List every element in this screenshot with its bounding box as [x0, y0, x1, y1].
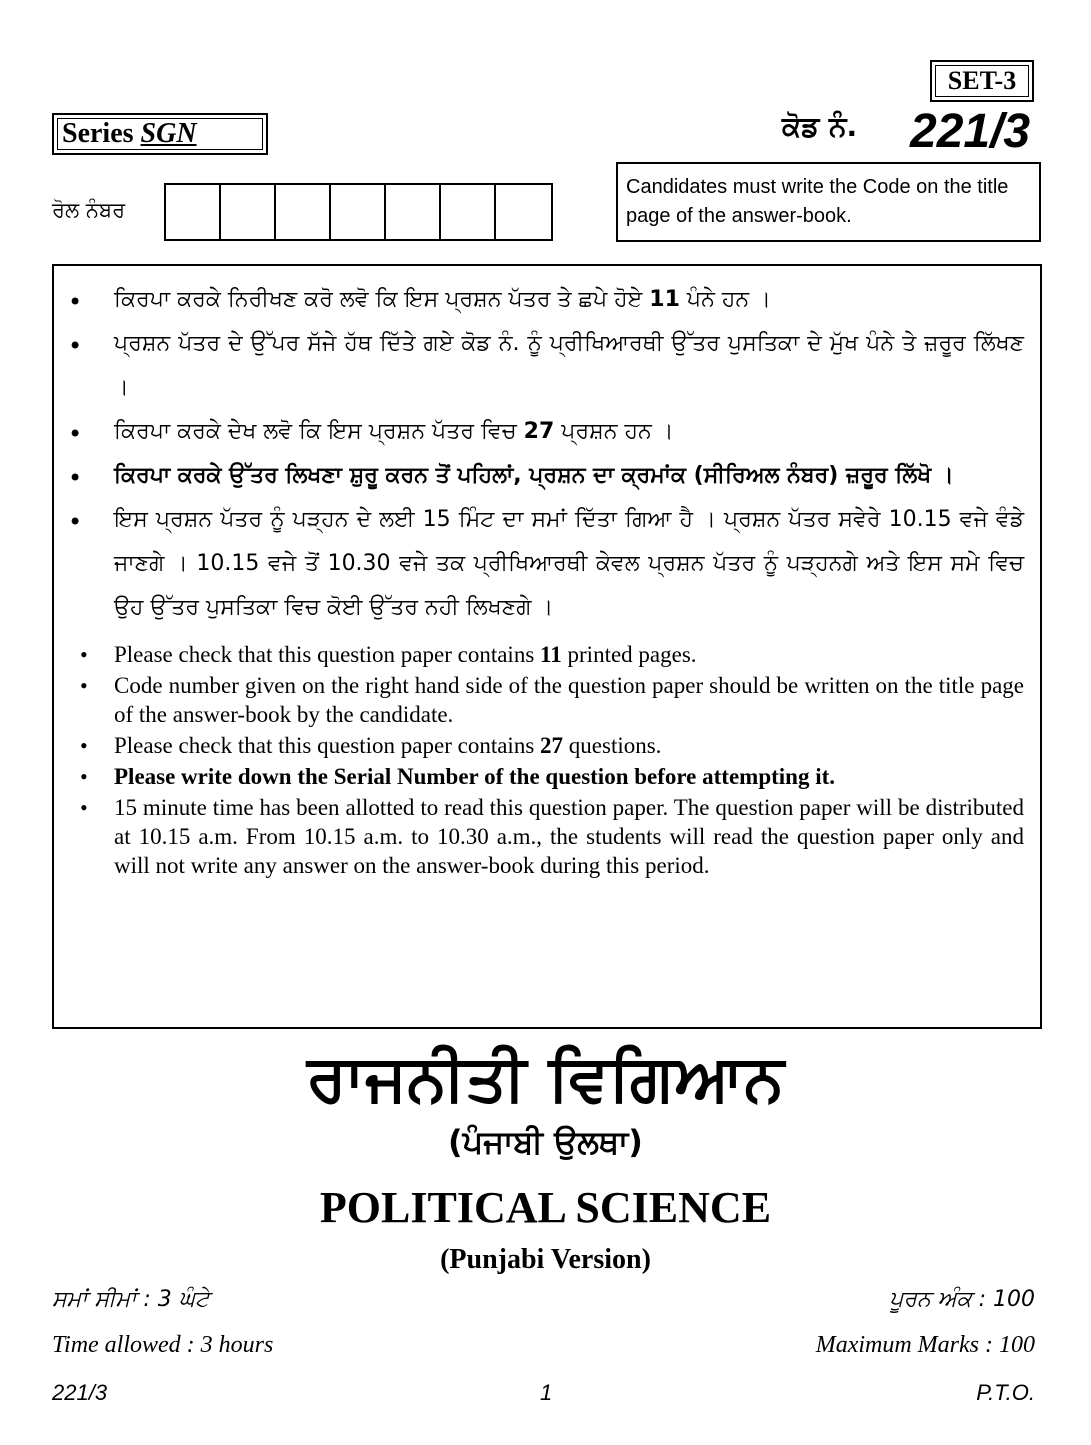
instruction-text: ਕਿਰਪਾ ਕਰਕੇ ਦੇਖ ਲਵੋ ਕਿ ਇਸ ਪ੍ਰਸ਼ਨ ਪੱਤਰ ਵਿਚ: [114, 419, 524, 444]
subject-subtitle-english: (Punjabi Version): [440, 1244, 651, 1275]
instruction-text: ਪ੍ਰਸ਼ਨ ਪੱਤਰ ਦੇ ਉੱਪਰ ਸੱਜੇ ਹੱਥ ਦਿੱਤੇ ਗਏ ਕੋਡ ਨੰ. ਨੂੰ ਪ੍ਰੀਖਿਆਰਥੀ ਉੱਤਰ ਪੁਸਤਿਕਾ ਦੇ ਮੁੱਖ ਪੰਨੇ ਤੇ ਜ਼ਰੂਰ ਲਿੱਖਣ ।: [114, 331, 1024, 400]
roll-number-cell[interactable]: [276, 185, 331, 239]
instruction-text: 11: [540, 642, 562, 667]
instruction-item: [54, 731, 1024, 760]
series-box: [52, 113, 268, 155]
roll-number-cell[interactable]: [441, 185, 496, 239]
instructions-box: [52, 264, 1042, 1029]
instruction-text: Please write down the Serial Number of the question before attempting it.: [114, 764, 836, 789]
instruction-text: 11: [649, 287, 680, 312]
instruction-item: [54, 640, 1024, 669]
instruction-item: [54, 410, 1024, 454]
instruction-text: 15 minute time has been allotted to read this question paper. The question paper will be distributed at 10.15 a.m. From 10.15 a.m. to 10.30 a.m., the students will read the question paper only and will not write any answer on the answer-book during this period.: [114, 795, 1024, 878]
page-number: 1: [540, 1380, 553, 1405]
max-marks-english: Maximum Marks : 100: [815, 1332, 1035, 1358]
instruction-item: [54, 454, 1024, 498]
subject-subtitle-punjabi: (ਪੰਜਾਬੀ ਉਲਥਾ): [448, 1123, 643, 1161]
candidate-note: Candidates must write the Code on the title page of the answer-book.: [616, 162, 1041, 242]
series-code: SGN: [140, 118, 197, 149]
roll-number-grid[interactable]: [164, 183, 553, 241]
set-number-box: [930, 60, 1034, 102]
instruction-item: [54, 671, 1024, 729]
roll-number-cell[interactable]: [221, 185, 276, 239]
instruction-text: Please check that this question paper contains: [114, 642, 541, 667]
instruction-text: Please check that this question paper contains: [114, 733, 541, 758]
instruction-text: 27: [540, 733, 564, 758]
footer-pto: P.T.O.: [976, 1380, 1035, 1405]
code-value: 221/3: [910, 105, 1031, 158]
instruction-text: ਕਿਰਪਾ ਕਰਕੇ ਉੱਤਰ ਲਿਖਣਾ ਸ਼ੁਰੂ ਕਰਨ ਤੋਂ ਪਹਿਲਾਂ, ਪ੍ਰਸ਼ਨ ਦਾ ਕ੍ਰਮਾਂਕ (ਸੀਰਿਅਲ ਨੰਬਰ) ਜ਼ਰੂਰ ਲਿੱਖੋ ।: [114, 463, 954, 488]
instruction-item: [54, 322, 1024, 410]
instruction-text: ਇਸ ਪ੍ਰਸ਼ਨ ਪੱਤਰ ਨੂੰ ਪੜ੍ਹਨ ਦੇ ਲਈ 15 ਮਿੰਟ ਦਾ ਸਮਾਂ ਦਿੱਤਾ ਗਿਆ ਹੈ । ਪ੍ਰਸ਼ਨ ਪੱਤਰ ਸਵੇਰੇ 10.15 ਵਜੇ ਵੰਡੇ ਜਾਣਗੇ । 10.15 ਵਜੇ ਤੋਂ 10.30 ਵਜੇ ਤਕ ਪ੍ਰੀਖਿਆਰਥੀ ਕੇਵਲ ਪ੍ਰਸ਼ਨ ਪੱਤਰ ਨੂੰ ਪੜ੍ਹਨਗੇ ਅਤੇ ਇਸ ਸਮੇ ਵਿਚ ਉਹ ਉੱਤਰ ਪੁਸਤਿਕਾ ਵਿਚ ਕੋਈ ਉੱਤਰ ਨਹੀ ਲਿਖਣਗੇ ।: [114, 507, 1024, 620]
instructions-english: [54, 630, 1040, 880]
instruction-text: ਕਿਰਪਾ ਕਰਕੇ ਨਿਰੀਖਣ ਕਰੋ ਲਵੋ ਕਿ ਇਸ ਪ੍ਰਸ਼ਨ ਪੱਤਰ ਤੇ ਛਪੇ ਹੋਏ: [114, 287, 650, 312]
roll-number-cell[interactable]: [166, 185, 221, 239]
footer-code: 221/3: [52, 1380, 108, 1405]
instruction-text: printed pages.: [561, 642, 697, 667]
set-number: SET-3: [947, 66, 1017, 95]
roll-number-label: ਰੋਲ ਨੰਬਰ: [52, 198, 126, 222]
instructions-punjabi: [54, 266, 1040, 630]
series-prefix: Series: [62, 118, 134, 149]
max-marks-punjabi: ਪੂਰਨ ਅੰਕ : 100: [889, 1287, 1035, 1312]
instruction-text: 27: [523, 419, 555, 444]
instruction-item: [54, 762, 1024, 791]
instruction-text: questions.: [563, 733, 662, 758]
instruction-text: ਪੰਨੇ ਹਨ ।: [679, 287, 771, 312]
subject-title-punjabi: ਰਾਜਨੀਤੀ ਵਿਗਿਆਨ: [306, 1042, 784, 1116]
roll-number-cell[interactable]: [331, 185, 386, 239]
instruction-item: [54, 278, 1024, 322]
roll-number-cell[interactable]: [496, 185, 551, 239]
instruction-text: ਪ੍ਰਸ਼ਨ ਹਨ ।: [554, 419, 674, 444]
instruction-item: [54, 793, 1024, 880]
time-allowed-english: Time allowed : 3 hours: [52, 1332, 274, 1358]
subject-title-english: POLITICAL SCIENCE: [319, 1183, 772, 1232]
code-label: ਕੋਡ ਨੰ.: [782, 110, 858, 143]
instruction-item: [54, 498, 1024, 630]
instruction-text: Code number given on the right hand side of the question paper should be written on the title page of the answer-book by the candidate.: [114, 673, 1024, 727]
time-allowed-punjabi: ਸਮਾਂ ਸੀਮਾਂ : 3 ਘੰਟੇ: [52, 1287, 210, 1312]
roll-number-cell[interactable]: [386, 185, 441, 239]
